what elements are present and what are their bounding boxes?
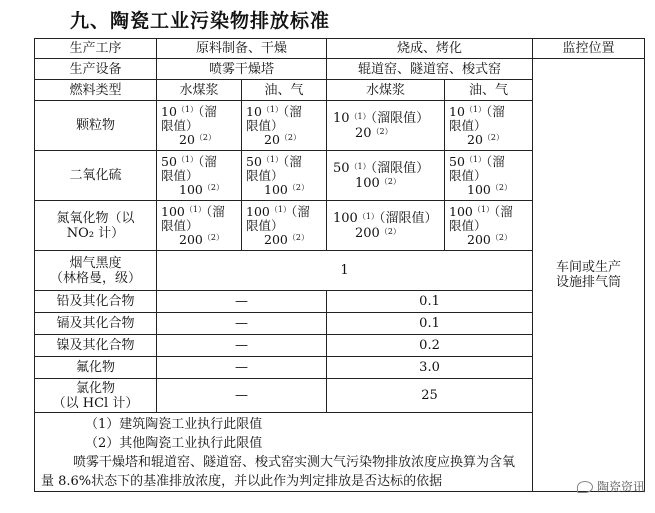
notes-cell <box>35 413 645 492</box>
so2-coal-b: $50^{(1)}$（溜限值） $100^{(2)}$ <box>327 151 445 201</box>
row-chloride-name: 氯化物 （以 HCl 计） <box>35 379 157 413</box>
fluoride-value: 3.0 <box>327 357 533 379</box>
fuel-label: 燃料类型 <box>35 80 157 101</box>
nickel-dash: — <box>157 335 327 357</box>
watermark <box>577 478 645 495</box>
note-2: （2）其他陶瓷工业执行此限值 <box>85 436 263 451</box>
nox-oil-a: $100^{(1)}$（溜 限值） $200^{(2)}$ <box>242 201 327 251</box>
monitor-location-line1: 车间或生产 <box>556 260 622 275</box>
cadmium-dash: — <box>157 313 327 335</box>
particulate-oil-a: $10^{(1)}$（溜 限值） $20^{(2)}$ <box>242 101 327 151</box>
nox-oil-b: $100^{(1)}$（溜 限值） $200^{(2)}$ <box>445 201 533 251</box>
chloride-value: 25 <box>327 379 533 413</box>
smoke-value: 1 <box>157 251 533 291</box>
row-lead-name: 铅及其化合物 <box>35 291 157 313</box>
row-smoke-name: 烟气黑度 （林格曼，级） <box>35 251 157 291</box>
particulate-coal-a: $10^{(1)}$（溜 限值） $20^{(2)}$ <box>157 101 242 151</box>
cadmium-value: 0.1 <box>327 313 533 335</box>
row-so2-name: 二氧化硫 <box>35 151 157 201</box>
row-nox-name: 氮氧化物（以 NO₂ 计） <box>35 201 157 251</box>
fuel-oil-gas-b: 油、气 <box>445 80 533 101</box>
wechat-icon <box>577 481 593 493</box>
emission-standard-table <box>34 38 645 492</box>
nox-coal-b: $100^{(1)}$（溜限值） $200^{(2)}$ <box>327 201 445 251</box>
note-1: （1）建筑陶瓷工业执行此限值 <box>85 417 263 432</box>
particulate-oil-b: $10^{(1)}$（溜 限值） $20^{(2)}$ <box>445 101 533 151</box>
row-fluoride-name: 氟化物 <box>35 357 157 379</box>
row-cadmium-name: 镉及其化合物 <box>35 313 157 335</box>
process-firing: 烧成、烤化 <box>327 39 533 59</box>
particulate-coal-b: $10^{(1)}$（溜限值） $20^{(2)}$ <box>327 101 445 151</box>
equipment-kilns: 辊道窑、隧道窑、梭式窑 <box>327 59 533 80</box>
nickel-value: 0.2 <box>327 335 533 357</box>
note-3-line1: 喷雾干燥塔和辊道窑、隧道窑、梭式窑实测大气污染物排放浓度应换算为含氧 <box>73 455 516 470</box>
process-label: 生产工序 <box>35 39 157 59</box>
fluoride-dash: — <box>157 357 327 379</box>
so2-oil-b: $50^{(1)}$（溜 限值） $100^{(2)}$ <box>445 151 533 201</box>
fuel-coal-water-b: 水煤浆 <box>327 80 445 101</box>
page-title: 九、陶瓷工业污染物排放标准 <box>70 10 331 32</box>
equipment-spray-tower: 喷雾干燥塔 <box>157 59 327 80</box>
monitor-location-line2: 设施排气筒 <box>556 275 622 290</box>
chloride-dash: — <box>157 379 327 413</box>
fuel-coal-water-a: 水煤浆 <box>157 80 242 101</box>
monitor-header: 监控位置 <box>533 39 645 59</box>
so2-coal-a: $50^{(1)}$（溜 限值） $100^{(2)}$ <box>157 151 242 201</box>
lead-dash: — <box>157 291 327 313</box>
row-particulate-name: 颗粒物 <box>35 101 157 151</box>
fuel-oil-gas-a: 油、气 <box>242 80 327 101</box>
nox-coal-a: $100^{(1)}$（溜 限值） $200^{(2)}$ <box>157 201 242 251</box>
equipment-label: 生产设备 <box>35 59 157 80</box>
so2-oil-a: $50^{(1)}$（溜 限值） $100^{(2)}$ <box>242 151 327 201</box>
note-3-line2: 量 8.6%状态下的基准排放浓度，并以此作为判定排放是否达标的依据 <box>41 474 443 489</box>
row-nickel-name: 镍及其化合物 <box>35 335 157 357</box>
watermark-text: 陶瓷资讯 <box>596 480 645 494</box>
process-raw-drying: 原料制备、干燥 <box>157 39 327 59</box>
lead-value: 0.1 <box>327 291 533 313</box>
